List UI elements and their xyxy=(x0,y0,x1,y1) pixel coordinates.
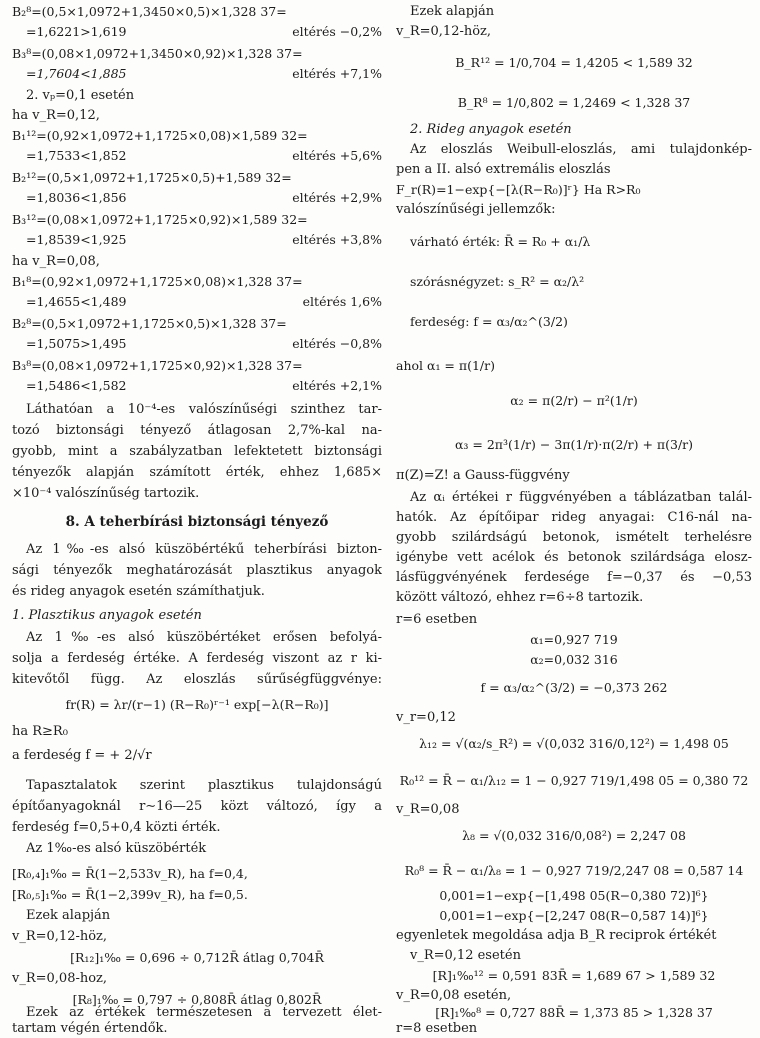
paragraph-line: kitevőtől függ. Az eloszlás sűrűségfüggvénye: xyxy=(12,672,382,687)
result-line xyxy=(12,146,382,166)
br8-formula: B_R⁸ = 1/0,802 = 1,2469 < 1,328 37 xyxy=(457,95,691,110)
paragraph-line: Az 1‰-es alsó küszöbértéket erősen befolyá- xyxy=(26,630,382,645)
threshold-formula: [R₀,₄]₁‰ = R̄(1−2,533v_R), ha f=0,4, xyxy=(12,866,248,881)
subsection-heading: 1. Plasztikus anyagok esetén xyxy=(12,608,202,623)
deviation: eltérés 1,6% xyxy=(302,294,382,309)
r0-12-formula: R₀¹² = R̄ − α₁/λ₁₂ = 1 − 0,927 719/1,498 05 = 0,380 72 xyxy=(399,773,749,788)
threshold-result: [R₈]₁‰ = 0,797 ÷ 0,808R̄ átlag 0,802R̄ xyxy=(72,992,322,1007)
paragraph-line: tényezők alapján számított érték, ehhez 1,685× xyxy=(12,465,382,480)
equation-b3-12: B₃¹²=(0,08×1,0972+1,1725×0,92)×1,589 32= xyxy=(12,212,308,227)
paragraph-line: gyobb szilárdságú betonok, ismételt terhelésre xyxy=(396,530,752,545)
paragraph-line: gyobb, mint a szabályzatban lefektetett biztonsági xyxy=(12,444,382,459)
condition-line: v_R=0,08 esetén, xyxy=(396,988,512,1003)
paragraph-line: Láthatóan a 10⁻⁴-es valószínűségi szinthez tar- xyxy=(26,402,382,417)
br12-formula: B_R¹² = 1/0,704 = 1,4205 < 1,589 32 xyxy=(455,55,693,70)
paragraph-line: sági tényezők meghatározását plasztikus anyagok xyxy=(12,563,382,578)
paragraph-line: hatók. Az építőipar rideg anyagai: C16-nál na- xyxy=(396,510,752,525)
density-function: fr(R) = λr/(r−1) (R−R₀)ʳ⁻¹ exp[−λ(R−R₀)] xyxy=(65,697,329,712)
paragraph-line: Az 1‰-es alsó küszöbérték xyxy=(26,841,207,856)
skewness-formula: a ferdeség f = + 2/√r xyxy=(12,748,152,763)
paragraph-line: solja a ferdeség értéke. A ferdeség viszont az r ki- xyxy=(12,651,382,666)
condition-line: ha v_R=0,08, xyxy=(12,254,100,269)
result-value: =1,4655<1,489 xyxy=(26,294,127,309)
case-line: r=6 esetben xyxy=(396,612,478,627)
paragraph-line: között változó, ehhez r=6÷8 tartozik. xyxy=(396,590,644,605)
lambda12-formula: λ₁₂ = √(α₂/s_R²) = √(0,032 316/0,12²) = 1,498 05 xyxy=(419,736,729,751)
result-line xyxy=(12,230,382,250)
result-line xyxy=(12,188,382,208)
result-line xyxy=(12,64,382,84)
paragraph-line: igénybe vett acélok és betonok szilárdsága elosz- xyxy=(396,550,752,565)
condition-line: v_R=0,12-höz, xyxy=(396,24,492,39)
equation-b2-8b: B₂⁸=(0,5×1,0972+1,1725×0,5)×1,328 37= xyxy=(12,316,287,331)
paragraph-line: valószínűségi jellemzők: xyxy=(396,202,556,217)
paragraph-line: lásfüggvényének ferdesége f=−0,37 és −0,53 xyxy=(396,570,752,585)
paragraph-line: Ezek alapján xyxy=(410,4,495,19)
weibull-cdf: F_r(R)=1−exp{−[λ(R−R₀)]ʳ} Ha R>R₀ xyxy=(396,182,641,197)
equation-b1-8: B₁⁸=(0,92×1,0972+1,1725×0,08)×1,328 37= xyxy=(12,274,303,289)
r0-8-formula: R₀⁸ = R̄ − α₁/λ₈ = 1 − 0,927 719/2,247 08 = 0,587 14 xyxy=(404,863,744,878)
alpha1-formula: ahol α₁ = π(1/r) xyxy=(396,358,495,373)
skewness-value: f = α₃/α₂^(3/2) = −0,373 262 xyxy=(480,680,668,695)
alpha2-formula: α₂ = π(2/r) − π²(1/r) xyxy=(510,393,638,408)
equation-line: 0,001=1−exp{−[2,247 08(R−0,587 14)]⁶} xyxy=(439,908,709,923)
alpha1-value: α₁=0,927 719 xyxy=(530,632,618,647)
paragraph-line: Az αᵢ értékei r függvényében a táblázatban talál- xyxy=(410,490,752,505)
threshold-result: [R₁₂]₁‰ = 0,696 ÷ 0,712R̄ átlag 0,704R̄ xyxy=(70,950,324,965)
paragraph-line: tartam végén értendők. xyxy=(12,1021,168,1036)
variance-formula: szórásnégyzet: s_R² = α₂/λ² xyxy=(410,274,585,289)
equation-line: 0,001=1−exp{−[1,498 05(R−0,380 72)]⁶} xyxy=(439,888,709,903)
case-heading: 2. vₚ=0,1 esetén xyxy=(26,88,135,103)
result-line xyxy=(12,334,382,354)
result-line xyxy=(12,292,382,312)
result-line: [R]₁‰⁸ = 0,727 88R̄ = 1,373 85 > 1,328 37 xyxy=(435,1005,713,1020)
paragraph-line: egyenletek megoldása adja B_R reciprok értékét xyxy=(396,928,717,943)
result-value: =1,7533<1,852 xyxy=(26,148,127,163)
condition-line: ha v_R=0,12, xyxy=(12,108,100,123)
result-value: =1,5075>1,495 xyxy=(26,336,127,351)
condition-line: v_R=0,08 xyxy=(396,802,460,817)
paragraph-line: építőanyagoknál r∼16—25 közt változó, így a xyxy=(12,799,382,814)
result-line xyxy=(12,376,382,396)
expected-value-formula: várható érték: R̄ = R₀ + α₁/λ xyxy=(410,234,591,249)
condition-line: v_R=0,12 esetén xyxy=(410,948,521,963)
paragraph-line: Ezek alapján xyxy=(26,908,111,923)
result-value: =1,8036<1,856 xyxy=(26,190,127,205)
result-value: =1,7604<1,885 xyxy=(26,66,127,81)
equation-b2-8: B₂⁸=(0,5×1,0972+1,3450×0,5)×1,328 37= xyxy=(12,4,287,19)
paragraph-line: Ezek az értékek természetesen a tervezett élet- xyxy=(26,1005,382,1020)
result-line xyxy=(12,22,382,42)
condition-line: v_R=0,08-hoz, xyxy=(12,971,108,986)
paragraph-line: Az 1‰-es alsó küszöbértékű teherbírási bizton- xyxy=(26,542,382,557)
paragraph-line: ×10⁻⁴ valószínűség tartozik. xyxy=(12,486,200,501)
case-line: r=8 esetben xyxy=(396,1021,478,1036)
deviation: eltérés −0,8% xyxy=(292,336,382,351)
condition-line: v_R=0,12-höz, xyxy=(12,929,108,944)
condition-line: v_r=0,12 xyxy=(396,710,456,725)
condition-line: ha R≥R₀ xyxy=(12,724,68,739)
paragraph-line: és rideg anyagok esetén számíthatjuk. xyxy=(12,584,265,599)
deviation: eltérés +3,8% xyxy=(292,232,382,247)
paragraph-line: ferdeség f=0,5+0,4 közti érték. xyxy=(12,820,221,835)
threshold-formula: [R₀,₅]₁‰ = R̄(1−2,399v_R), ha f=0,5. xyxy=(12,887,248,902)
paragraph-line: Az eloszlás Weibull-eloszlás, ami tulajdonkép- xyxy=(410,142,752,157)
subsection-heading: 2. Rideg anyagok esetén xyxy=(410,122,572,137)
result-line: [R]₁‰¹² = 0,591 83R̄ = 1,689 67 > 1,589 32 xyxy=(432,968,716,983)
paragraph-line: π(Z)=Z! a Gauss-függvény xyxy=(396,468,570,483)
result-value: =1,5486<1,582 xyxy=(26,378,127,393)
skewness-formula: ferdeség: f = α₃/α₂^(3/2) xyxy=(410,314,568,329)
paragraph-line: Tapasztalatok szerint plasztikus tulajdonságú xyxy=(26,778,382,793)
equation-b1-12: B₁¹²=(0,92×1,0972+1,1725×0,08)×1,589 32= xyxy=(12,128,308,143)
deviation: eltérés +2,9% xyxy=(292,190,382,205)
alpha3-formula: α₃ = 2π³(1/r) − 3π(1/r)·π(2/r) + π(3/r) xyxy=(454,437,694,452)
equation-b2-12: B₂¹²=(0,5×1,0972+1,1725×0,5)+1,589 32= xyxy=(12,170,292,185)
result-value: =1,8539<1,925 xyxy=(26,232,127,247)
deviation: eltérés +5,6% xyxy=(292,148,382,163)
section-heading: 8. A teherbírási biztonsági tényező xyxy=(65,514,329,530)
paragraph-line: tozó biztonsági tényező átlagosan 2,7%-kal na- xyxy=(12,423,382,438)
lambda8-formula: λ₈ = √(0,032 316/0,08²) = 2,247 08 xyxy=(462,828,686,843)
deviation: eltérés −0,2% xyxy=(292,24,382,39)
deviation: eltérés +2,1% xyxy=(292,378,382,393)
equation-b3-8: B₃⁸=(0,08×1,0972+1,3450×0,92)×1,328 37= xyxy=(12,46,303,61)
alpha2-value: α₂=0,032 316 xyxy=(530,652,618,667)
result-value: =1,6221>1,619 xyxy=(26,24,127,39)
paragraph-line: pen a II. alsó extremális eloszlás xyxy=(396,162,611,177)
deviation: eltérés +7,1% xyxy=(292,66,382,81)
equation-b3-8b: B₃⁸=(0,08×1,0972+1,1725×0,92)×1,328 37= xyxy=(12,358,303,373)
